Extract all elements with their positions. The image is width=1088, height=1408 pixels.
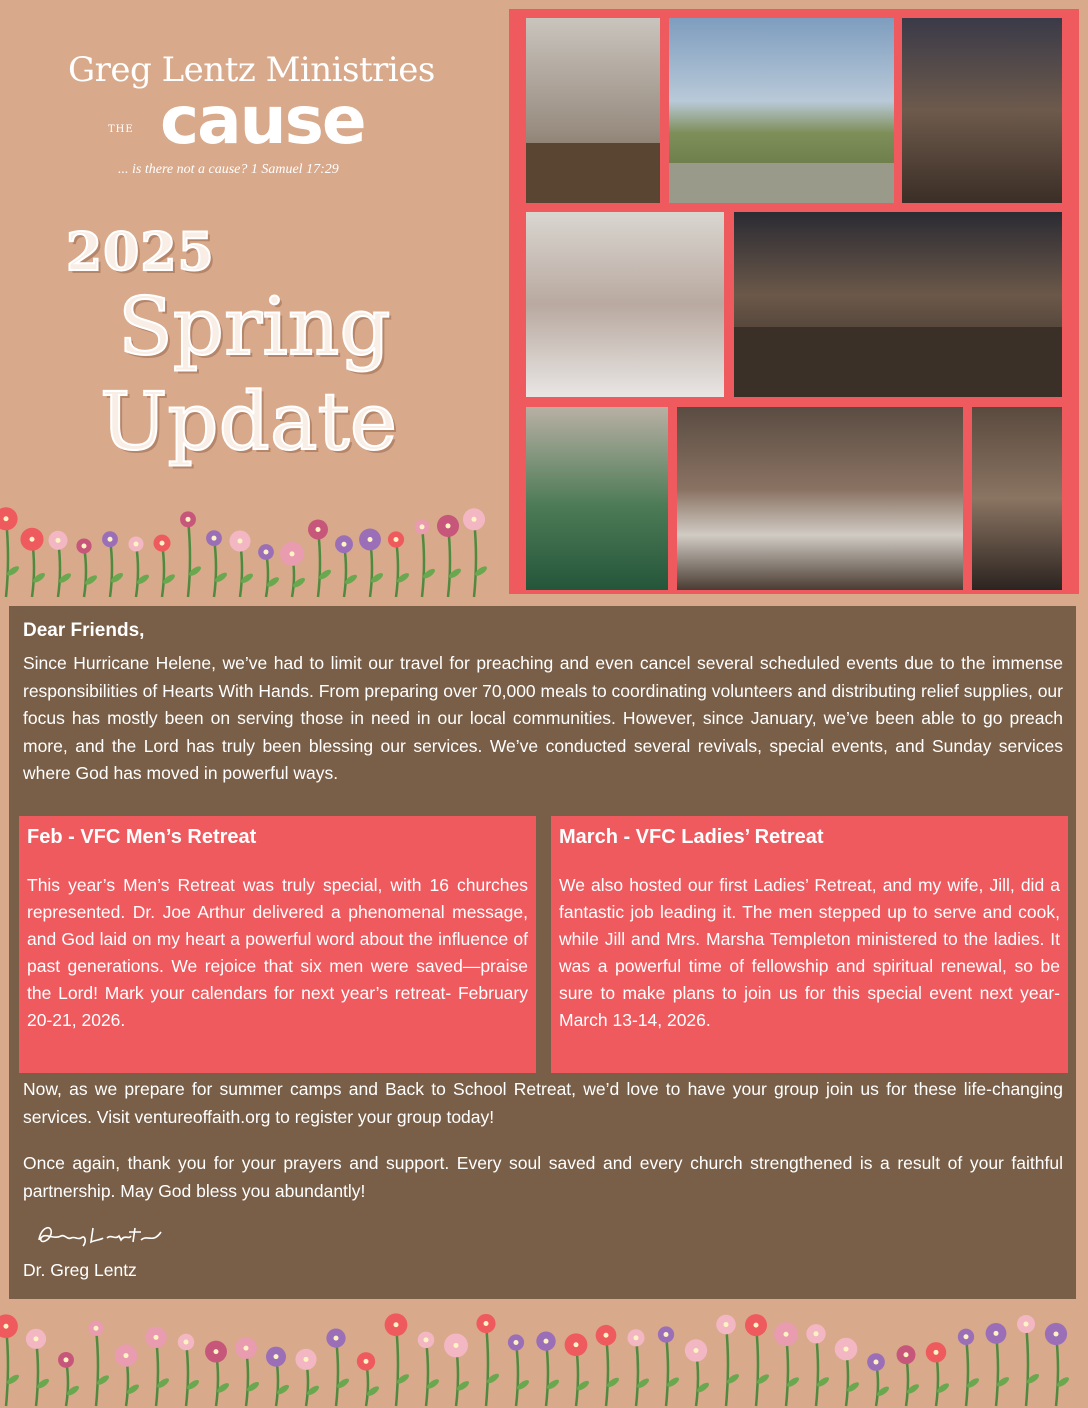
photo-stage-panel bbox=[902, 18, 1062, 203]
mens-retreat-box bbox=[19, 816, 536, 1073]
org-name: Greg Lentz Ministries bbox=[68, 50, 435, 90]
ladies-retreat-title: March - VFC Ladies’ Retreat bbox=[559, 826, 824, 848]
cause-logo bbox=[68, 82, 458, 159]
tagline-verse: ... is there not a cause? 1 Samuel 17:29 bbox=[118, 162, 339, 177]
title-spring: Spring bbox=[118, 280, 391, 373]
title-update: Update bbox=[100, 375, 398, 468]
logo-cause: cause bbox=[160, 82, 365, 159]
letter-panel bbox=[9, 606, 1076, 1299]
flower-border-bottom bbox=[0, 1310, 1088, 1408]
photo-collage bbox=[509, 9, 1079, 594]
photo-service-stage bbox=[734, 212, 1062, 397]
photo-ladies-retreat-stage bbox=[677, 407, 963, 590]
letter-para-camps: Now, as we prepare for summer camps and Back to School Retreat, we’d love to have your group join us for these life-changing services. Visit ventureoffaith.org to register your group today! bbox=[23, 1079, 1063, 1127]
signature-image bbox=[31, 1220, 171, 1250]
flowers-decoration-1 bbox=[0, 507, 488, 597]
mens-retreat-title: Feb - VFC Men’s Retreat bbox=[27, 826, 257, 848]
flower-border-top bbox=[0, 505, 500, 600]
signer-name: Dr. Greg Lentz bbox=[23, 1260, 137, 1280]
photo-mens-meal bbox=[526, 407, 668, 590]
letter-para-thanks: Once again, thank you for your prayers and support. Every soul saved and every church strengthened is a result of your faithful partnership. May God bless you abundantly! bbox=[23, 1153, 1063, 1201]
brand-logo bbox=[68, 50, 458, 159]
photo-preaching bbox=[972, 407, 1062, 590]
letter-greeting: Dear Friends, bbox=[23, 620, 145, 641]
mens-retreat-body: This year’s Men’s Retreat was truly special, with 16 churches represented. Dr. Joe Arthur delivered a phenomenal message, and God laid on my heart a powerful word about the influence of past generations. We rejoice that six men were saved—praise the Lord! Mark your calendars for next year’s retreat- February 20-21, 2026. bbox=[27, 875, 528, 1030]
letter-intro: Since Hurricane Helene, we’ve had to limit our travel for preaching and even cancel several scheduled events due to the immense responsibilities of Hearts With Hands. From preparing over 70,000 meals to coordinating volunteers and distributing relief supplies, our focus has mostly been on serving those in need in our local communities. However, since January, we’ve been able to go preach more, and the Lord has truly been blessing our services. We’ve conducted several revivals, special events, and Sunday services where God has moved in powerful ways. bbox=[23, 653, 1063, 783]
logo-the: THE bbox=[108, 124, 134, 135]
ladies-retreat-box bbox=[551, 816, 1068, 1073]
photo-group-outdoors bbox=[669, 18, 894, 203]
issue-year: 2025 bbox=[66, 222, 215, 283]
photo-ladies-dinner bbox=[526, 212, 724, 397]
ladies-retreat-body: We also hosted our first Ladies’ Retreat, and my wife, Jill, did a fantastic job leading it. The men stepped up to serve and cook, while Jill and Mrs. Marsha Templeton ministered to the ladies. It was a powerful time of fellowship and spiritual renewal, so be sure to make plans to join us for this special event next year- March 13-14, 2026. bbox=[559, 875, 1060, 1030]
photo-band-performing bbox=[526, 18, 660, 203]
